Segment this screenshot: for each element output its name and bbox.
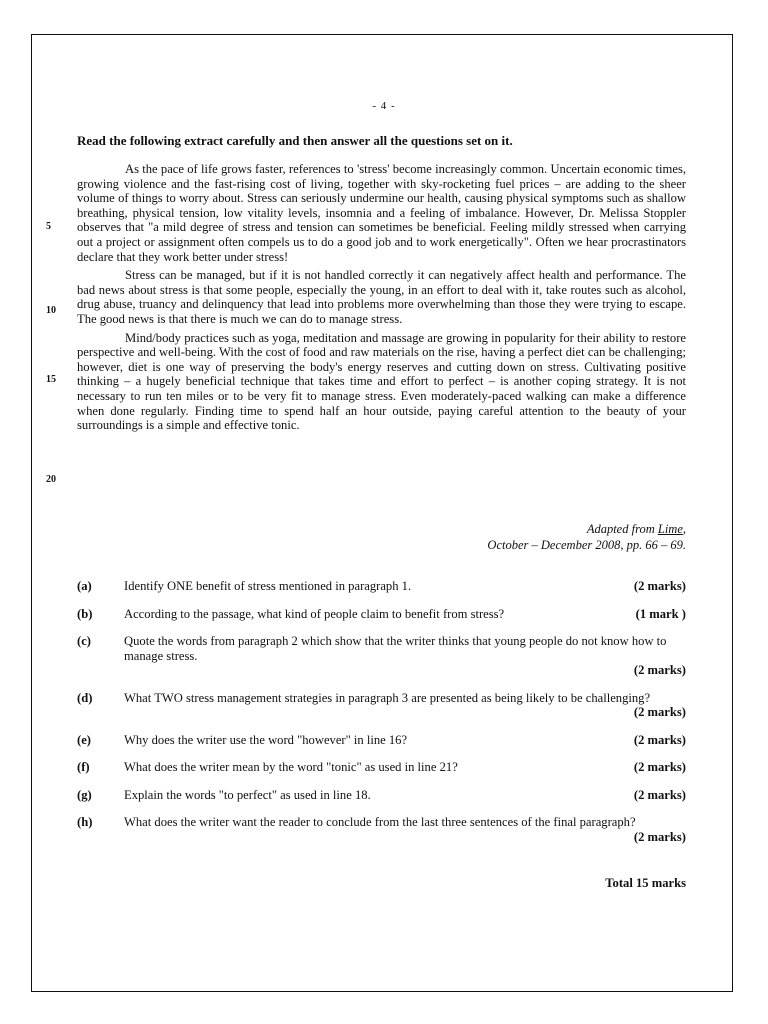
line-number-15: 15 [46,374,56,385]
question-text: Quote the words from paragraph 2 which show that the writer thinks that young people do not know how to manage stress. [124,634,667,663]
question-h [77,815,686,844]
passage-paragraph-2: Stress can be managed, but if it is not handled correctly it can negatively affect health and performance. The bad news about stress is that some people, especially the young, in an effort to deal with it, take routes such as alcohol, drug abuse, truancy and delinquency that lead into problems more overwhelming than those they were trying to escape. The good news is that there is much we can do to manage stress. [77,268,686,326]
total-marks: Total 15 marks [605,876,686,890]
reading-passage [77,162,686,437]
question-text: What does the writer want the reader to conclude from the last three sentences of the final paragraph? [124,815,636,829]
question-e [77,733,686,748]
question-label: (a) [77,579,92,593]
line-number-10: 10 [46,305,56,316]
question-text: Explain the words "to perfect" as used in line 18. [124,787,371,802]
source-line-1 [487,521,686,537]
question-label: (e) [77,732,91,747]
question-marks: (2 marks) [633,787,686,802]
source-citation [487,521,686,553]
question-marks: (2 marks) [633,663,686,677]
question-g [77,788,686,803]
question-marks: (2 marks) [633,760,686,774]
question-marks: (1 mark ) [635,606,686,621]
question-marks: (2 marks) [633,705,686,719]
line-number-5: 5 [46,221,51,232]
question-label: (d) [77,690,93,705]
question-a [77,579,686,594]
source-date: October – December 2008, pp. 66 – 69. [487,538,686,552]
source-magazine: Lime [657,522,683,536]
question-label: (b) [77,606,93,621]
question-marks: (2 marks) [633,732,686,747]
question-label: (h) [77,815,93,829]
question-text: Why does the writer use the word "however" in line 16? [124,732,408,747]
question-text: Identify ONE benefit of stress mentioned in paragraph 1. [124,579,412,593]
question-marks: (2 marks) [633,579,686,593]
question-marks: (2 marks) [633,829,686,844]
source-prefix: Adapted from [586,522,658,536]
question-f [77,760,686,775]
question-text: What does the writer mean by the word "tonic" as used in line 21? [124,760,458,774]
question-label: (g) [77,787,92,802]
question-text: According to the passage, what kind of people claim to benefit from stress? [124,606,505,621]
question-label: (c) [77,634,91,648]
question-body [124,691,686,720]
passage-paragraph-1: As the pace of life grows faster, references to 'stress' become increasingly common. Uncertain economic times, growing violence and the fast-rising cost of living, together with sky-rocketing fuel prices – are adding to the sheer volume of things to worry about. Stress can seriously undermine our health, causing physical symptoms such as shallow breathing, physical tension, low vitality levels, insomnia and a feeling of imbalance. However, Dr. Melissa Stoppler observes that "a mild degree of stress and tension can sometimes be beneficial. Feeling mildly stressed when carrying out a project or assignment often compels us to do a good job and to work energetically". Often we hear procrastinators declare that they work better under stress! [77,162,686,264]
question-label: (f) [77,760,90,774]
question-body [124,815,686,844]
question-c [77,634,686,678]
source-suffix: , [682,522,686,536]
question-list [77,579,686,857]
line-number-20: 20 [46,474,56,485]
question-d [77,691,686,720]
instruction-heading: Read the following extract carefully and then answer all the questions set on it. [77,133,513,148]
question-b [77,607,686,622]
line-number-column [46,0,66,600]
question-text: What TWO stress management strategies in paragraph 3 are presented as being likely to be challenging? [124,690,651,705]
page-number: - 4 - [372,100,396,112]
question-body [124,634,686,678]
passage-paragraph-3: Mind/body practices such as yoga, meditation and massage are growing in popularity for their ability to restore perspective and well-being. With the cost of food and raw materials on the rise, having a perfect diet can be challenging; however, diet is one way of preserving the body's energy reserves and cutting down on stress. Cultivating positive thinking – a hugely beneficial technique that takes time and effort to perfect – is another coping strategy. It is not necessary to run ten miles or to be very fit to manage stress. Even moderately-paced walking can make a difference when done regularly. Finding time to spend half an hour outside, paying careful attention to the beauty of your surroundings is a simple and effective tonic. [77,330,686,433]
